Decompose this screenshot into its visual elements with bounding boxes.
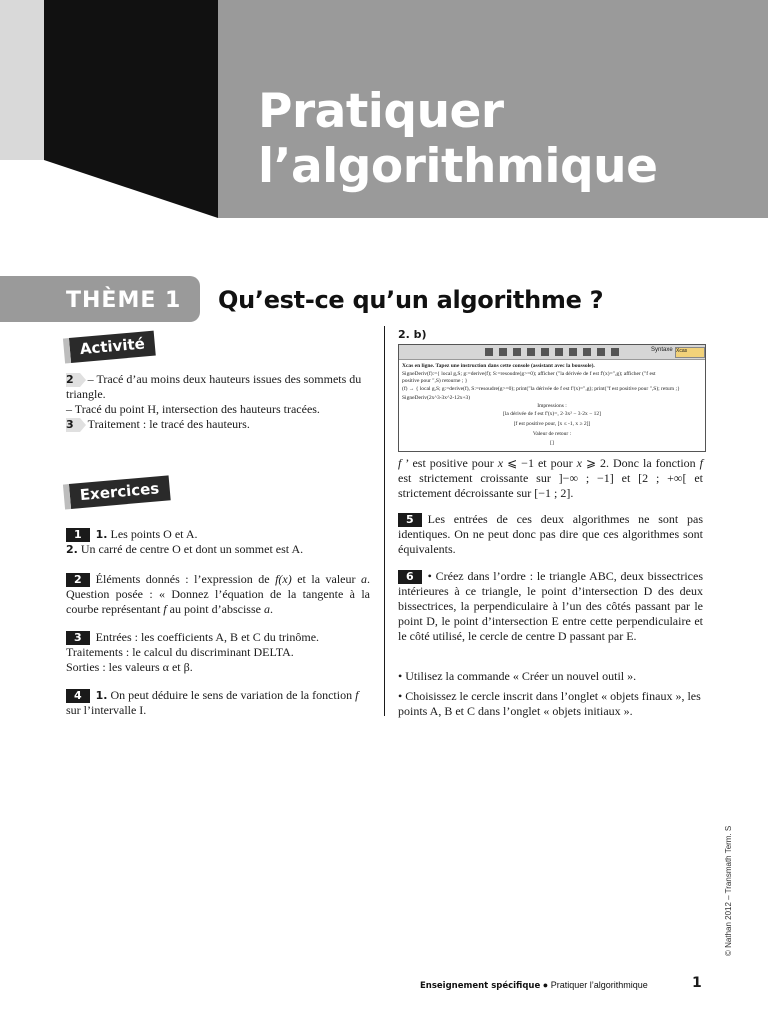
exercise-number: 5 xyxy=(398,513,422,527)
exercise-2-text: Éléments donnés : l’expression de xyxy=(95,572,276,586)
question-label: 1. xyxy=(95,689,108,702)
section-2b-label: 2. b) xyxy=(398,328,427,341)
text: est strictement croissante sur ]−∞ ; −1] et [2 ; +∞[ et strictement décroissante sur [−1 ; 2]. xyxy=(398,471,703,500)
exercise-6-bullet-3: • Choisissez le cercle inscrit dans l’onglet « objets finaux », les points A, B et C dans l’onglet « objets initiaux ». xyxy=(398,689,701,718)
item-number: 2 xyxy=(66,373,80,387)
toolbar-icon xyxy=(555,348,563,356)
math-x: x xyxy=(576,456,582,470)
exercise-number: 6 xyxy=(398,570,422,584)
exercise-number: 2 xyxy=(66,573,90,587)
exercise-2-text: Question posée : « Donnez l’équation de la tangente à la courbe représentant xyxy=(66,587,370,616)
activite-item-2-text: – Tracé d’au moins deux hauteurs issues des sommets du triangle. xyxy=(66,372,362,401)
xcas-toolbar xyxy=(399,345,705,360)
exercices-tag: Exercices xyxy=(69,475,170,509)
toolbar-icon xyxy=(597,348,605,356)
exercise-number: 3 xyxy=(66,631,90,645)
math-a: a xyxy=(361,572,367,586)
console-line: SigneDeriv(f):={ local g,S; g:=derive(f); S:=resoudre(g>=0); afficher ("la dérivée de f est f'(x)=",g); afficher ("f est xyxy=(402,371,656,377)
activite-tag: Activité xyxy=(69,331,156,363)
console-line: Valeur de retour : xyxy=(532,431,572,437)
toolbar-icon xyxy=(541,348,549,356)
exercise-6-bullet-2: • Utilisez la commande « Créer un nouvel outil ». xyxy=(398,669,637,683)
exercise-3-line2: Traitements : le calcul du discriminant DELTA. xyxy=(66,645,294,659)
exercise-2-text: et la valeur xyxy=(291,572,361,586)
exercise-6-text: • Créez dans l’ordre : le triangle ABC, deux bissectrices intérieures à ce triangle, le point d’intersection D des deux bissectrices, la perpendiculaire à l’un des côtés passant par le point D, le point d’intersection E entre cette perpendiculaire et le côté utilisé, le cercle de centre D passant par E. xyxy=(398,569,703,643)
exercise-3-line3: Sorties : les valeurs α et β. xyxy=(66,660,193,674)
math-a: a xyxy=(263,602,270,616)
exercise-3-line1: Entrées : les coefficients A, B et C du trinôme. xyxy=(95,630,320,644)
xcas-screenshot xyxy=(398,344,706,452)
exercise-3 xyxy=(66,630,370,675)
chapter-title-line1: Pratiquer xyxy=(258,84,504,139)
exercise-number: 1 xyxy=(66,528,90,542)
exercise-2 xyxy=(66,572,370,617)
math-f: f xyxy=(163,602,167,616)
exercise-4-text: On peut déduire le sens de variation de la fonction xyxy=(110,688,356,702)
activite-item-2 xyxy=(66,372,366,402)
syntaxe-select: Xcas xyxy=(675,347,705,358)
exercise-6 xyxy=(398,569,703,644)
math-f: f xyxy=(355,688,359,702)
text: ⩽ −1 et pour xyxy=(503,456,577,470)
derivative-conclusion xyxy=(398,456,703,501)
copyright-notice: © Nathan 2012 – Transmath Term. S xyxy=(724,825,733,956)
page-footer xyxy=(420,980,648,991)
activite-item-2-line2: – Tracé du point H, intersection des hauteurs tracées. xyxy=(66,402,320,416)
item-number: 3 xyxy=(66,418,80,432)
activite-item-3 xyxy=(66,417,366,432)
activite-item-3-text: Traitement : le tracé des hauteurs. xyxy=(87,417,250,431)
exercise-2-text: . xyxy=(367,572,370,586)
toolbar-icon xyxy=(499,348,507,356)
console-line: positive pour ",S) retourne ; } xyxy=(402,378,468,384)
question-label: 2. xyxy=(66,543,78,556)
theme-title: Qu’est-ce qu’un algorithme ? xyxy=(218,286,604,314)
toolbar-icon xyxy=(527,348,535,356)
activite-block xyxy=(66,372,366,432)
header-black-shape xyxy=(44,0,218,218)
footer-chapter: Pratiquer l’algorithmique xyxy=(550,980,648,990)
toolbar-icon xyxy=(513,348,521,356)
chapter-title xyxy=(258,84,658,194)
exercise-number: 4 xyxy=(66,689,90,703)
toolbar-icon xyxy=(583,348,591,356)
math-f: f xyxy=(699,456,704,470)
text: ’ est positive pour xyxy=(401,456,498,470)
console-line: SigneDeriv(2x^3-3x^2-12x+3) xyxy=(402,395,471,401)
syntaxe-label: Syntaxe xyxy=(651,347,673,353)
column-divider xyxy=(384,326,385,716)
console-line: [f est positive pour, [x ≤ -1, x ≥ 2]] xyxy=(513,421,591,427)
theme-label: THÈME 1 xyxy=(66,288,182,313)
math-f: f xyxy=(398,456,402,470)
math-x: x xyxy=(497,456,504,470)
exercise-1 xyxy=(66,527,370,557)
exercise-5 xyxy=(398,512,703,557)
question-label: 1. xyxy=(95,528,108,541)
console-line: (f) → { local g,S; g:=derive(f), S:=resoudre(g>=0); print("la dérivée de f est f'(x)=",g); print("f est positive pour ",S); return ;} xyxy=(402,386,680,392)
console-line: Xcas en ligne. Tapez une instruction dans cette console (assistant avec la boussole). xyxy=(402,363,595,369)
chapter-title-line2: l’algorithmique xyxy=(258,139,658,194)
exercise-5-text: Les entrées de ces deux algorithmes ne sont pas identiques. On ne peut donc pas dire que ces algorithmes sont équivalents. xyxy=(398,512,703,556)
math-fx: f(x) xyxy=(275,572,292,586)
toolbar-icon xyxy=(485,348,493,356)
exercise-1-text-b: Un carré de centre O et dont un sommet est A. xyxy=(80,542,304,556)
toolbar-icon xyxy=(569,348,577,356)
toolbar-icon xyxy=(611,348,619,356)
console-line: [] xyxy=(550,440,554,446)
exercise-4-text: sur l’intervalle I. xyxy=(66,703,147,717)
text: ⩾ 2. Donc la fonction xyxy=(581,456,700,470)
footer-section: Enseignement spécifique xyxy=(420,981,541,991)
exercise-4 xyxy=(66,688,370,718)
console-line: Impressions : xyxy=(537,403,567,409)
footer-separator: ● xyxy=(540,980,551,990)
console-line: [la dérivée de f est f'(x)=, 2·3x² − 3·2x − 12] xyxy=(503,411,601,417)
exercise-1-text-a: Les points O et A. xyxy=(110,527,198,541)
exercise-2-text: au point d’abscisse xyxy=(166,602,264,616)
exercise-2-text: . xyxy=(269,602,273,616)
page-number: 1 xyxy=(692,975,702,991)
